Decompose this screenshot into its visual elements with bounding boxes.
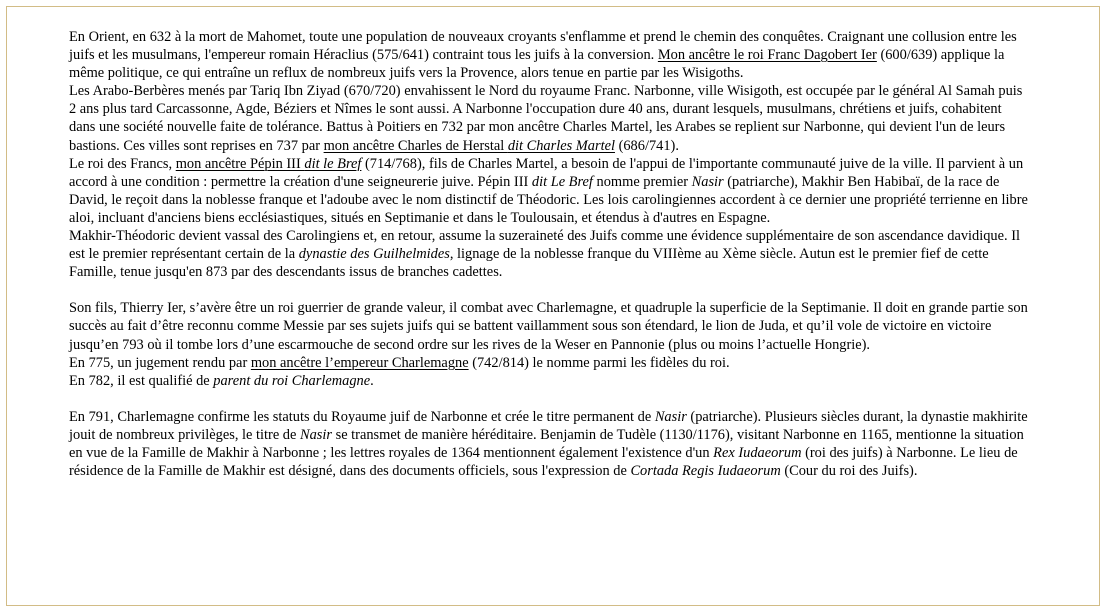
paragraph-782 [69, 372, 1029, 390]
italic-text: dit Le Bref [531, 173, 593, 190]
link-charlemagne[interactable]: mon ancêtre l’empereur Charlemagne [250, 354, 469, 371]
text: (Cour du roi des Juifs). [780, 463, 918, 480]
paragraph-orient [69, 28, 1029, 82]
text: (600/639) applique la même politique, ce qui entraîne un reflux de nombreux juifs vers la Provence, alors tenue en partie par les Wisigoths. [69, 47, 1005, 82]
text: (patriarche), Makhir Ben Habibaï, de la race de David, le reçoit dans la noblesse franque et l'adoube avec le nom distinctif de Théodoric. Les lois carolingiennes accordent à ce dernier une propriété terrienne en libre aloi, incluant d'anciens biens ecclésiastiques, situés en Septimanie et dans le Toulousain, et étendus à d'autres en Espagne. [69, 173, 1028, 226]
text: Le roi des Francs, [69, 155, 176, 172]
text: , lignage de la noblesse franque du VIIIème au Xème siècle. Autun est le premier fief de cette Famille, tenue jusqu'en 873 par des descendants issus de branches cadettes. [69, 246, 989, 281]
paragraph-thierry [69, 299, 1029, 353]
text: nomme premier [592, 173, 692, 190]
paragraph-spacer [69, 281, 1029, 299]
text: Son fils, Thierry Ier, s’avère être un roi guerrier de grande valeur, il combat avec Charlemagne, et quadruple la superficie de la Septimanie. Il doit en grande partie son succès au fait d’être reconnu comme Messie par ses sujets juifs qui se battent vaillamment sous son étendard, le lion de Juda, et qu’il vole de victoire en victoire jusqu’en 793 où il tombe lors d’une escarmouche de second ordre sur les rives de la Weser en Pannonie (plus ou moins l’actuelle Hongrie). [69, 300, 1028, 353]
text: (patriarche). Plusieurs siècles durant, la dynastie makhirite jouit de nombreux privilèges, le titre de [69, 408, 1028, 443]
text: . [370, 372, 374, 389]
text: se transmet de manière héréditaire. Benjamin de Tudèle (1130/1176), visitant Narbonne en 1165, mentionne la situation en vue de la Famille de Makhir à Narbonne ; les lettres royales de 1364 mentionnent également l'existence d'un [69, 426, 1024, 461]
text: (714/768), fils de Charles Martel, a besoin de l'appui de l'importante communauté juive de la ville. Il parvient à un accord à une condition : permettre la création d'une seigneurerie juive. Pépin III [69, 155, 1024, 190]
paragraph-makhir [69, 227, 1029, 281]
link-text: mon ancêtre Charles de Herstal [323, 137, 508, 154]
paragraph-791 [69, 408, 1029, 480]
link-text-italic: dit Charles Martel [507, 137, 615, 154]
text: En Orient, en 632 à la mort de Mahomet, toute une population de nouveaux croyants s'enflamme et prend le chemin des conquêtes. Craignant une collusion entre les juifs et les musulmans, l'empereur romain Héraclius (575/641) contraint tous les juifs à la conversion. [69, 29, 1017, 64]
paragraph-spacer [69, 390, 1029, 408]
link-dagobert[interactable]: Mon ancêtre le roi Franc Dagobert Ier [657, 47, 877, 64]
link-text-italic: dit le Bref [304, 155, 362, 172]
text: En 791, Charlemagne confirme les statuts du Royaume juif de Narbonne et crée le titre permanent de [69, 408, 655, 425]
link-pepin[interactable] [176, 156, 362, 172]
link-text: mon ancêtre Pépin III [175, 155, 305, 172]
text: (roi des juifs) à Narbonne. Le lieu de résidence de la Famille de Makhir est désigné, dans des documents officiels, sous l'expression de [69, 444, 1018, 480]
paragraph-arabo-berberes [69, 82, 1029, 154]
italic-text: Nasir [300, 426, 332, 443]
text: Les Arabo-Berbères menés par Tariq Ibn Ziyad (670/720) envahissent le Nord du royaume Franc. Narbonne, ville Wisigoth, est occupée par le général Al Samah puis 2 ans plus tard Carcassonne, Agde, Béziers et Nîmes le sont aussi. A Narbonne l'occupation dure 40 ans, durant lesquels, musulmans, chrétiens et juifs, cohabitent dans une société nouvelle faite de tolérance. Battus à Poitiers en 732 par mon ancêtre Charles Martel, les Arabes se replient sur Narbonne, qui devient l'un de leurs bastions. Ces villes sont reprises en 737 par [69, 83, 1023, 154]
text: En 782, il est qualifié de [69, 372, 214, 389]
paragraph-775 [69, 354, 1029, 372]
italic-text: Rex Iudaeorum [713, 444, 802, 461]
italic-text: parent du roi Charlemagne [213, 372, 371, 389]
text: En 775, un jugement rendu par [69, 354, 251, 371]
italic-text: dynastie des Guilhelmides [298, 246, 450, 263]
text: (686/741). [614, 137, 679, 154]
italic-text: Cortada Regis Iudaeorum [630, 463, 781, 480]
italic-text: Nasir [691, 173, 724, 190]
article-body [69, 28, 1029, 480]
text: Makhir-Théodoric devient vassal des Carolingiens et, en retour, assume la suzeraineté des Juifs comme une évidence supplémentaire de son ascendance davidique. Il est le premier représentant certain de la [69, 228, 1020, 263]
italic-text: Nasir [654, 408, 687, 425]
text: (742/814) le nomme parmi les fidèles du roi. [468, 354, 730, 371]
paragraph-pepin [69, 155, 1029, 227]
link-charles-martel[interactable] [324, 138, 615, 154]
